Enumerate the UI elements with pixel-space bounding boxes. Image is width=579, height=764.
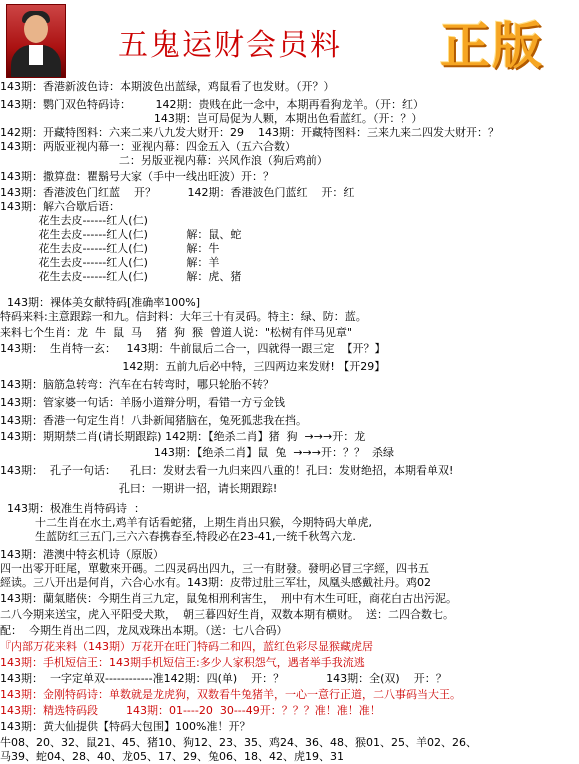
text-line: 生蓝防红三五门,三六六春携春至,特段必在23-41,一统千秋驾六龙.: [0, 530, 356, 543]
text-line: 四一出零开旺尾，單數來开碼。二四灵码出四九，三一有財發。發明必冒三字經，四书五: [0, 562, 429, 575]
page-header: [0, 0, 579, 88]
text-line: 143期：鹦门双色特码诗： 142期：贵贱在此一念中，本期再看狗龙羊。（开：红）: [0, 98, 424, 111]
text-line: 143期：港澳中特玄机诗（原版）: [0, 548, 164, 561]
text-line: 143期：管家婆一句话：羊肠小道辩分明，看错一方亏金钱: [0, 396, 285, 409]
authentic-badge: 正版: [440, 17, 544, 75]
text-line: 马39、蛇04、28、40、龙05、17、29、兔06、18、42、虎19、31: [0, 750, 344, 763]
text-line: 143期： 一字定单双------------准142期：四(单) 开：？ 143期：全(双) 开：？: [0, 672, 447, 685]
text-line: 牛08、20、32、鼠21、45、猪10、狗12、23、35、鸡24、36、48、猴01、25、羊02、26、: [0, 736, 477, 749]
text-line: 来料七个生肖：龙 牛 鼠 马 猪 狗 猴 曾道人说："松树有伴马见章": [0, 326, 353, 339]
text-line: 配： 今期生肖出二四，龙凤戏珠出本期。（送：七八合码）: [0, 624, 288, 637]
text-line: 143期：香港波色门红蓝 开？ 142期：香港波色门蓝红 开：红: [0, 186, 355, 199]
text-line: 142期：开藏特图料：六来二来八九发大财开：29 143期：开藏特图料：三来九来二四发大财开：？: [0, 126, 499, 139]
text-line: 143期：蘭氣賭侠：今期生肖三九定，鼠兔相刑利害生， 刑中有木生可旺，商花白古出污泥。: [0, 592, 457, 605]
text-line: 143期：脑筋急转弯：汽车在右转弯时，哪只轮胎不转？: [0, 378, 274, 391]
text-line: 花生去皮------红人(仁): [0, 214, 148, 227]
text-line: 孔曰：一期讲一招，请长期跟踪!: [0, 482, 278, 495]
text-line: 143期：香港一句定生肖！八卦新闻猪脑在，兔死狐悲我在挡。: [0, 414, 307, 427]
text-line: 『内部万花来料（143期）万花开在旺门特码二和四，蓝红色彩尽显猴藏虎居: [0, 640, 373, 653]
text-line: 143期：裸体美女献特码[准确率100%]: [0, 296, 201, 309]
avatar: [6, 4, 66, 78]
text-line: 143期：金刚特码诗：单数就是龙虎狗，双数看牛兔猪羊，一心一意行正道，二八事码当大王。: [0, 688, 461, 701]
text-line: 特码来料:主意跟踪一和九。信封料：大年三十有灵码。特主：绿、防：蓝。: [0, 310, 367, 323]
text-line: 143期：撒算盘：瞿鬍号大家（手中一线出旺波）开：？: [0, 170, 274, 183]
text-line: 143期： 孔子一句话： 孔曰：发财去看一九归来四八重的！孔曰：发财绝招，本期看单双!: [0, 464, 454, 477]
text-line: 143期：精选特码段 143期：01----20 30---49开：？？？准！准！准！: [0, 704, 381, 717]
page-title: 五鬼运财会员料: [118, 28, 342, 63]
text-line: 143期：岂可局促为人颗，本期出色看蓝红。（开：？）: [0, 112, 423, 125]
text-line: 二八今期来送宝，虎入平阳受犬欺， 朝三暮四好生肖，双数本期有横财。 送：二四合数七。: [0, 608, 454, 621]
text-line: 143期：手机短信王：143期手机短信王:多少人家积怨气，遇者举手我流逃: [0, 656, 365, 669]
text-line: 143期：极准生肖特码诗 ：: [0, 502, 145, 515]
avatar-shirt: [29, 45, 43, 65]
text-line: 花生去皮------红人(仁) 解：虎、猪: [0, 270, 242, 283]
text-line: 143期：期期禁二肖(请长期跟踪) 142期：【绝杀二肖】猪 狗 →→→开：龙: [0, 430, 366, 443]
text-line: 143期：黄大仙提供【特码大包围】100%准！开？: [0, 720, 251, 733]
avatar-face: [24, 15, 48, 43]
text-line: 花生去皮------红人(仁) 解：牛: [0, 242, 220, 255]
text-line: 143期：香港新波色诗：本期波色出蓝绿，鸡鼠看了也发财。（开？）: [0, 80, 335, 93]
text-line: 143期：两版亚视内幕一：亚视内幕：四金五入（五六合数）: [0, 140, 296, 153]
text-line: 十二生肖在水土,鸡羊有话看蛇猪，上期生肖出只猴，今期特码大单虎,: [0, 516, 372, 529]
text-line: 143期：【绝杀二肖】鼠 兔 →→→开：？？ 杀绿: [0, 446, 394, 459]
text-line: 花生去皮------红人(仁) 解：羊: [0, 256, 220, 269]
text-line: 二：另版亚视内幕：兴风作浪（狗后鸡前）: [0, 154, 328, 167]
text-line: 經读。三八开出是何肖，六合心水有。143期：皮带过肚三军壮，凤凰头感戴社丹。鸡02: [0, 576, 431, 589]
text-line: 142期：五前九后必中特，三四两边来发财! 【开29】: [0, 360, 386, 373]
text-line: 花生去皮------红人(仁) 解：鼠、蛇: [0, 228, 242, 241]
text-line: 143期： 生肖特一玄： 143期：牛前鼠后二合一，四就得一跟三定 【开？】: [0, 342, 386, 355]
text-line: 143期：解六合歇后语：: [0, 200, 120, 213]
